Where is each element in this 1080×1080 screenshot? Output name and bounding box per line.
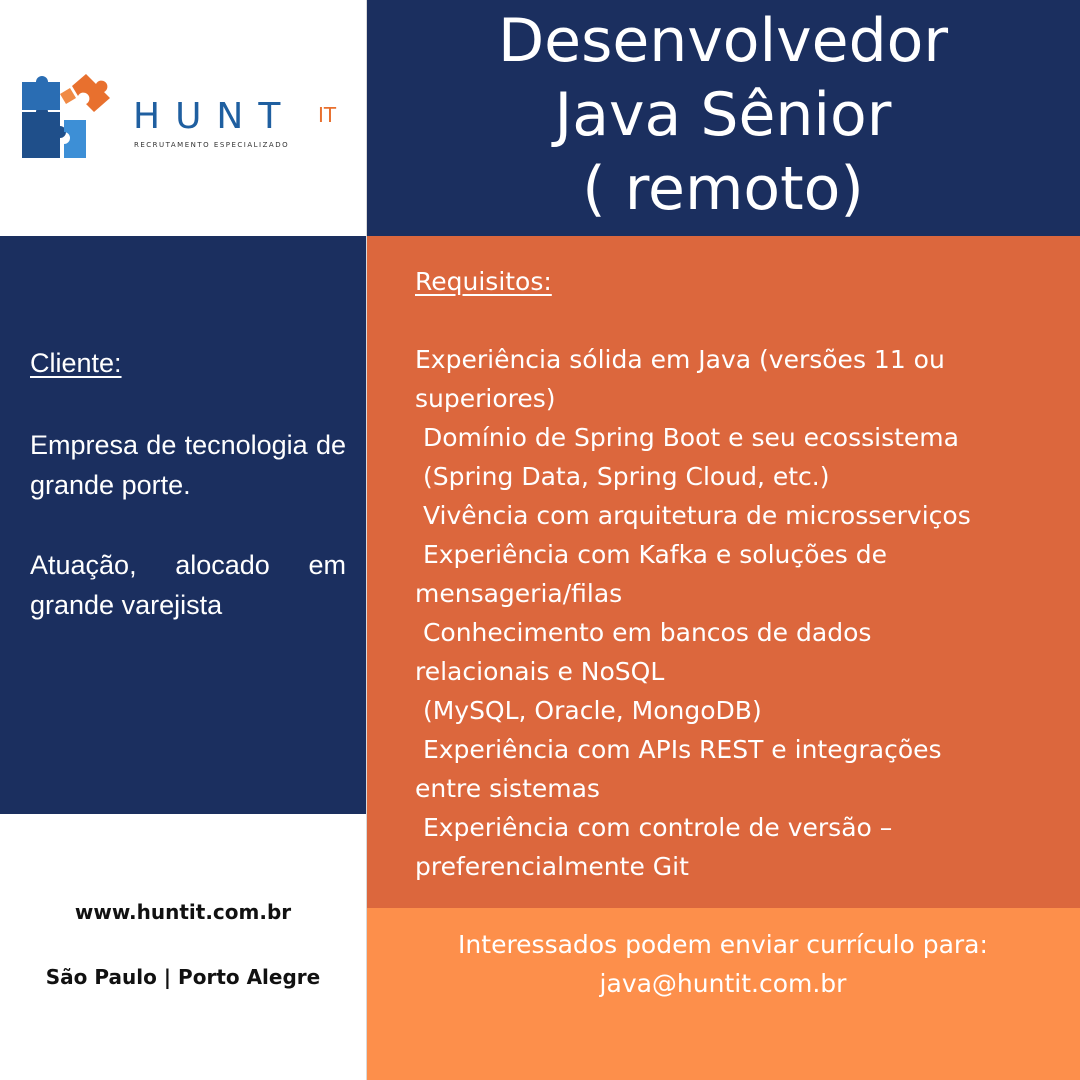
requirement-line: Experiência com Kafka e soluções de [415,540,887,569]
requirement-line: Experiência com controle de versão – [415,813,893,842]
requirement-line: preferencialmente Git [415,852,689,881]
client-role: Atuação, alocado em grande varejista [30,550,346,620]
requirement-line: Domínio de Spring Boot e seu ecossistema [415,423,959,452]
contact-instruction: Interessados podem enviar currículo para: [458,930,988,959]
contact-panel [366,908,1080,1080]
logo-wordmark: HUNT [133,96,296,137]
requirement-line: entre sistemas [415,774,600,803]
client-description: Empresa de tecnologia de grande porte. [30,430,346,500]
requirement-line: Conhecimento em bancos de dados [415,618,872,647]
job-title [366,4,1080,226]
client-panel [0,236,366,814]
footer-panel [0,814,366,1080]
column-divider [366,0,367,1080]
job-title-line: Java Sênior [554,80,892,150]
logo-tagline: RECRUTAMENTO ESPECIALIZADO [134,141,290,149]
job-title-line: ( remoto) [582,154,864,224]
puzzle-icon [20,72,112,162]
contact-email-link[interactable]: java@huntit.com.br [599,969,847,998]
requirement-line: relacionais e NoSQL [415,657,665,686]
requirement-line: Experiência com APIs REST e integrações [415,735,942,764]
requirement-line: mensageria/filas [415,579,623,608]
requirement-line: (MySQL, Oracle, MongoDB) [415,696,762,725]
requirement-line: superiores) [415,384,556,413]
website-link[interactable]: www.huntit.com.br [74,900,292,924]
requirement-line: Experiência sólida em Java (versões 11 ou [415,345,945,374]
requirement-line: Vivência com arquitetura de microsserviços [415,501,971,530]
client-heading: Cliente: [30,348,122,378]
job-title-line: Desenvolvedor [497,6,949,76]
logo-suffix: IT [318,103,337,127]
requirements-heading: Requisitos: [415,267,552,296]
requirements-panel [366,236,1080,908]
logo-panel [0,0,366,236]
office-locations: São Paulo | Porto Alegre [45,965,321,989]
requirement-line: (Spring Data, Spring Cloud, etc.) [415,462,830,491]
title-panel [366,0,1080,236]
